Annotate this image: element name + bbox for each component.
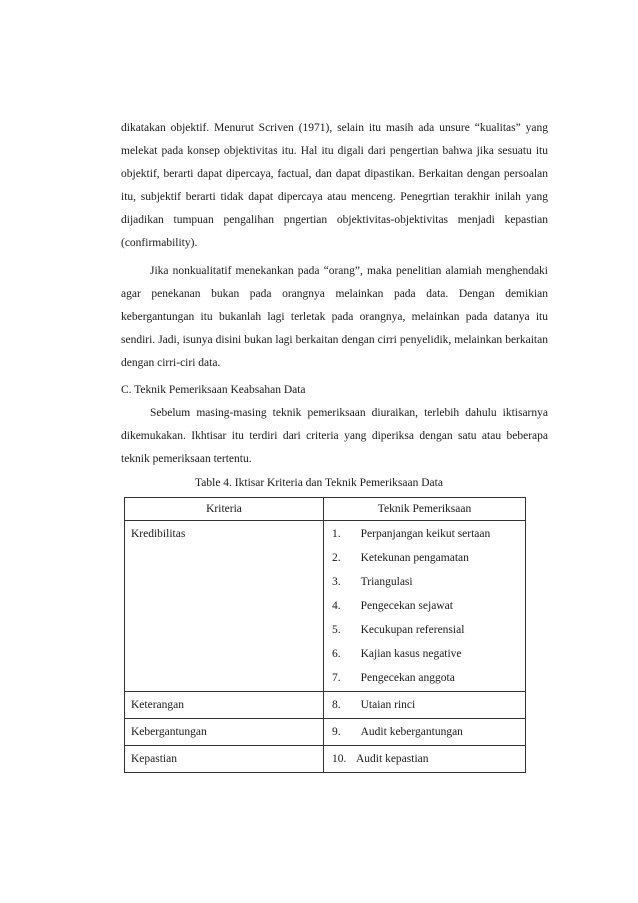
item-number: 8. xyxy=(332,699,341,711)
item-number: 7. xyxy=(332,672,341,684)
table-header-row xyxy=(125,498,526,521)
item-text: Audit kebergantungan xyxy=(360,726,463,738)
item-number: 4. xyxy=(332,600,341,612)
list-item xyxy=(332,524,519,548)
technique-list xyxy=(332,524,519,688)
item-number: 2. xyxy=(332,552,341,564)
criterion-cell: Kebergantungan xyxy=(125,719,324,746)
list-item xyxy=(332,596,519,620)
item-number: 6. xyxy=(332,648,341,660)
item-number: 3. xyxy=(332,576,341,588)
item-number: 9. xyxy=(332,726,341,738)
list-item xyxy=(332,620,519,644)
techniques-cell xyxy=(324,521,526,692)
item-text: Pengecekan sejawat xyxy=(360,600,453,612)
list-item xyxy=(332,722,519,742)
paragraph-ikhtisar: Sebelum masing-masing teknik pemeriksaan diuraikan, terlebih dahulu iktisarnya dikemukakan. Ikhtisar itu terdiri dari criteria yang diperiksa dengan satu atau beberapa teknik pemeriksaan tertentu. xyxy=(121,407,548,465)
section-heading: C. Teknik Pemeriksaan Keabsahan Data xyxy=(121,384,306,396)
techniques-cell xyxy=(324,719,526,746)
item-text: Kecukupan referensial xyxy=(360,624,465,636)
item-text: Audit kepastian xyxy=(356,753,429,765)
list-item xyxy=(332,668,519,688)
table-row xyxy=(125,719,526,746)
list-item xyxy=(332,572,519,596)
list-item xyxy=(332,644,519,668)
list-item xyxy=(332,749,519,769)
technique-list xyxy=(332,695,519,715)
item-text: Triangulasi xyxy=(360,576,413,588)
item-text: Pengecekan anggota xyxy=(360,672,455,684)
criteria-table xyxy=(124,497,526,773)
header-kriteria: Kriteria xyxy=(125,498,324,521)
item-text: Ketekunan pengamatan xyxy=(360,552,469,564)
table-row xyxy=(125,692,526,719)
item-text: Utaian rinci xyxy=(360,699,416,711)
item-text: Perpanjangan keikut sertaan xyxy=(360,528,491,540)
techniques-cell xyxy=(324,746,526,773)
paragraph-objectivity: dikatakan objektif. Menurut Scriven (1971), selain itu masih ada unsure “kualitas” yang melekat pada konsep objektivitas itu. Hal itu digali dari pengertian bahwa jika sesuatu itu objektif, berarti dapat dipercaya, factual, dan dapat dipastikan. Berkaitan dengan persoalan itu, subjektif berarti tidak dapat dipercaya atau menceng. Penegrtian terakhir inilah yang dijadikan tumpuan pengalihan pngertian objektivitas-objektivitas menjadi kepastian (confirmability). xyxy=(121,122,548,249)
techniques-cell xyxy=(324,692,526,719)
criterion-cell: Kredibilitas xyxy=(125,521,324,692)
table-row xyxy=(125,746,526,773)
item-number: 10. xyxy=(332,753,347,765)
list-item xyxy=(332,695,519,715)
table-caption: Table 4. Iktisar Kriteria dan Teknik Pemeriksaan Data xyxy=(195,477,443,489)
list-item xyxy=(332,548,519,572)
item-text: Kajian kasus negative xyxy=(360,648,462,660)
item-number: 5. xyxy=(332,624,341,636)
paragraph-nonkualitatif: Jika nonkualitatif menekankan pada “orang”, maka penelitian alamiah menghendaki agar penekanan bukan pada orangnya melainkan pada data. Dengan demikian kebergantungan itu bukanlah lagi terletak pada orangnya, melainkan pada datanya itu sendiri. Jadi, isunya disini bukan lagi berkaitan dengan cirri penyelidik, melainkan berkaitan dengan cirri-ciri data. xyxy=(121,265,548,369)
technique-list xyxy=(332,722,519,742)
technique-list xyxy=(332,749,519,769)
header-teknik: Teknik Pemeriksaan xyxy=(324,498,526,521)
item-number: 1. xyxy=(332,528,341,540)
criterion-cell: Kepastian xyxy=(125,746,324,773)
criterion-cell: Keterangan xyxy=(125,692,324,719)
table-row xyxy=(125,521,526,692)
